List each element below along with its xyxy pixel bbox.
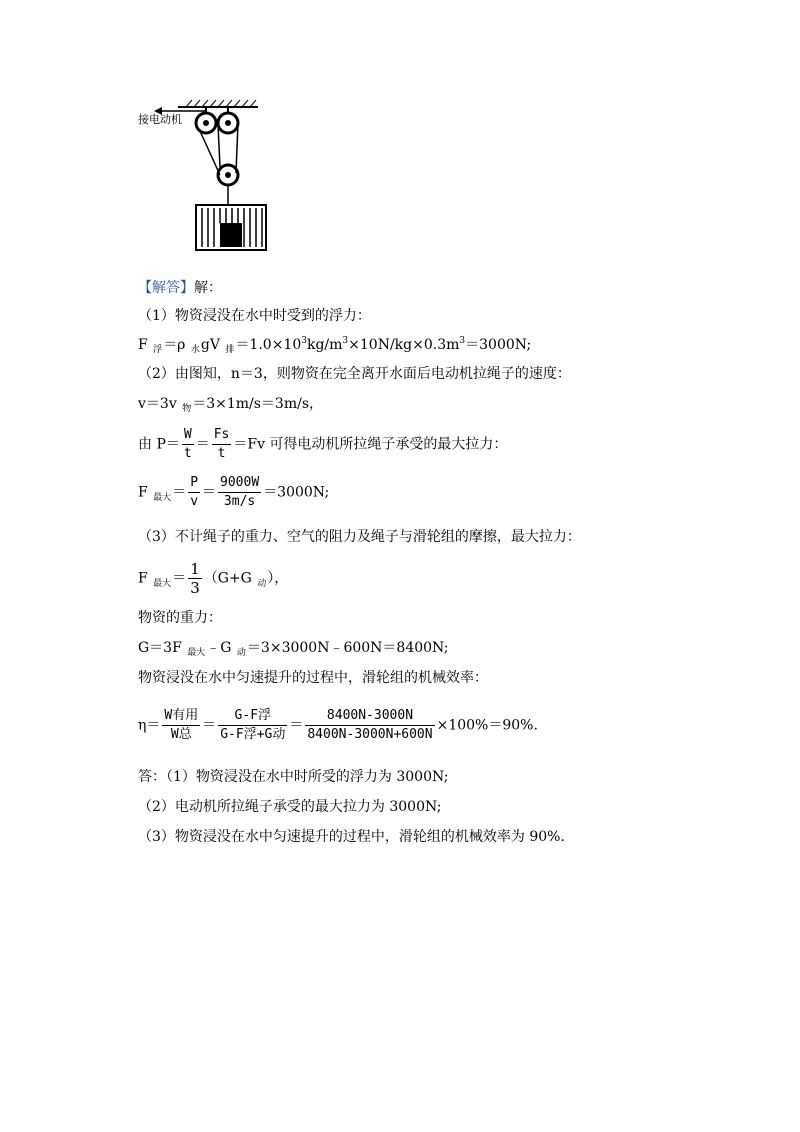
denominator: v — [190, 494, 199, 509]
text: F — [138, 570, 153, 587]
text: ＝Fv 可得电动机所拉绳子承受的最大拉力： — [233, 436, 508, 453]
text: ＝3×1m/s＝3m/s， — [192, 396, 324, 412]
superscript: 3 — [459, 336, 466, 346]
fraction — [188, 474, 200, 511]
text: v＝3v — [138, 396, 182, 412]
answer-line-2: （2）电动机所拉绳子承受的最大拉力为 3000N; — [138, 799, 442, 815]
subscript: 物 — [182, 404, 192, 414]
numerator: P — [188, 474, 200, 493]
denominator: 3 — [190, 579, 200, 597]
text: ﹣G — [206, 640, 236, 656]
efficiency-title: 物资浸没在水中匀速提升的过程中，滑轮组的机械效率： — [138, 670, 488, 686]
text: ＝3000N; — [465, 337, 532, 353]
text: F — [138, 337, 153, 353]
solution-header-tail: 解： — [194, 280, 222, 296]
fraction — [305, 707, 434, 744]
denominator: W总 — [170, 727, 192, 742]
denominator: t — [217, 446, 226, 461]
text: ）， — [267, 570, 289, 587]
subscript: 最大 — [187, 648, 206, 658]
text: ＝ — [172, 484, 187, 501]
text: ×10N/kg×0.3m — [348, 337, 460, 353]
gravity-title: 物资的重力： — [138, 610, 222, 626]
superscript: 3 — [342, 336, 349, 346]
subscript: 动 — [257, 578, 267, 589]
numerator: W — [182, 426, 194, 445]
numerator: 8400N-3000N — [305, 707, 434, 726]
denominator: G-F浮+G动 — [220, 727, 286, 742]
text: 由 P＝ — [138, 436, 180, 453]
numerator: 1 — [190, 560, 200, 578]
numerator: Fs — [212, 426, 232, 445]
answer-line-3: （3）物资浸没在水中匀速提升的过程中，滑轮组的机械效率为 90%. — [138, 829, 565, 845]
fraction — [218, 474, 261, 511]
part1-formula — [138, 335, 531, 357]
motor-label: 接电动机 — [138, 113, 182, 126]
text: η＝ — [138, 717, 161, 734]
numerator: 9000W — [218, 474, 261, 493]
text: ＝1.0×10 — [235, 337, 302, 353]
fraction — [218, 707, 287, 744]
solution-header — [138, 278, 222, 298]
subscript: 最大 — [153, 578, 172, 589]
pulley-diagram — [138, 95, 278, 259]
text: gV — [200, 337, 225, 353]
part3-title: （3）不计绳子的重力、空气的阻力及绳子与滑轮组的摩擦，最大拉力： — [138, 529, 581, 545]
gravity-formula — [138, 638, 449, 660]
subscript: 排 — [225, 345, 235, 355]
text: ×100%＝90%. — [436, 717, 538, 734]
subscript: 动 — [236, 648, 246, 658]
subscript: 最大 — [153, 492, 172, 503]
denominator: 8400N-3000N+600N — [307, 727, 433, 742]
part3-fmax — [138, 560, 288, 597]
denominator: t — [183, 446, 192, 461]
solution-header-bracket: 【解答】 — [138, 280, 194, 296]
efficiency-formula — [138, 707, 538, 744]
text: ＝3×3000N﹣600N＝8400N; — [246, 640, 449, 656]
superscript: 3 — [301, 336, 307, 346]
text: （G+G — [203, 570, 257, 587]
text: kg/m — [306, 337, 343, 353]
part2-fmax — [138, 474, 329, 511]
subscript: 水 — [190, 345, 200, 355]
text: ＝ — [172, 570, 187, 587]
fraction — [188, 560, 202, 597]
part2-power — [138, 426, 507, 463]
text: ＝ρ — [163, 337, 190, 353]
text: ＝ — [202, 717, 217, 734]
text: G＝3F — [138, 640, 187, 656]
numerator: W有用 — [162, 707, 200, 726]
text: F — [138, 484, 153, 501]
subscript: 浮 — [153, 345, 163, 355]
text: ＝3000N; — [263, 484, 330, 501]
fraction — [182, 426, 194, 463]
part1-title: （1）物资浸没在水中时受到的浮力： — [138, 308, 371, 324]
text: ＝ — [202, 484, 217, 501]
denominator: 3m/s — [223, 494, 256, 509]
text: ＝ — [195, 436, 210, 453]
text: ＝ — [289, 717, 304, 734]
part2-velocity — [138, 394, 323, 416]
answer-line-1: 答：（1）物资浸没在水中时所受的浮力为 3000N; — [138, 769, 449, 785]
part2-title: （2）由图知，n＝3，则物资在完全离开水面后电动机拉绳子的速度： — [138, 366, 571, 382]
numerator: G-F浮 — [218, 707, 287, 726]
fraction — [162, 707, 200, 744]
fraction — [212, 426, 232, 463]
